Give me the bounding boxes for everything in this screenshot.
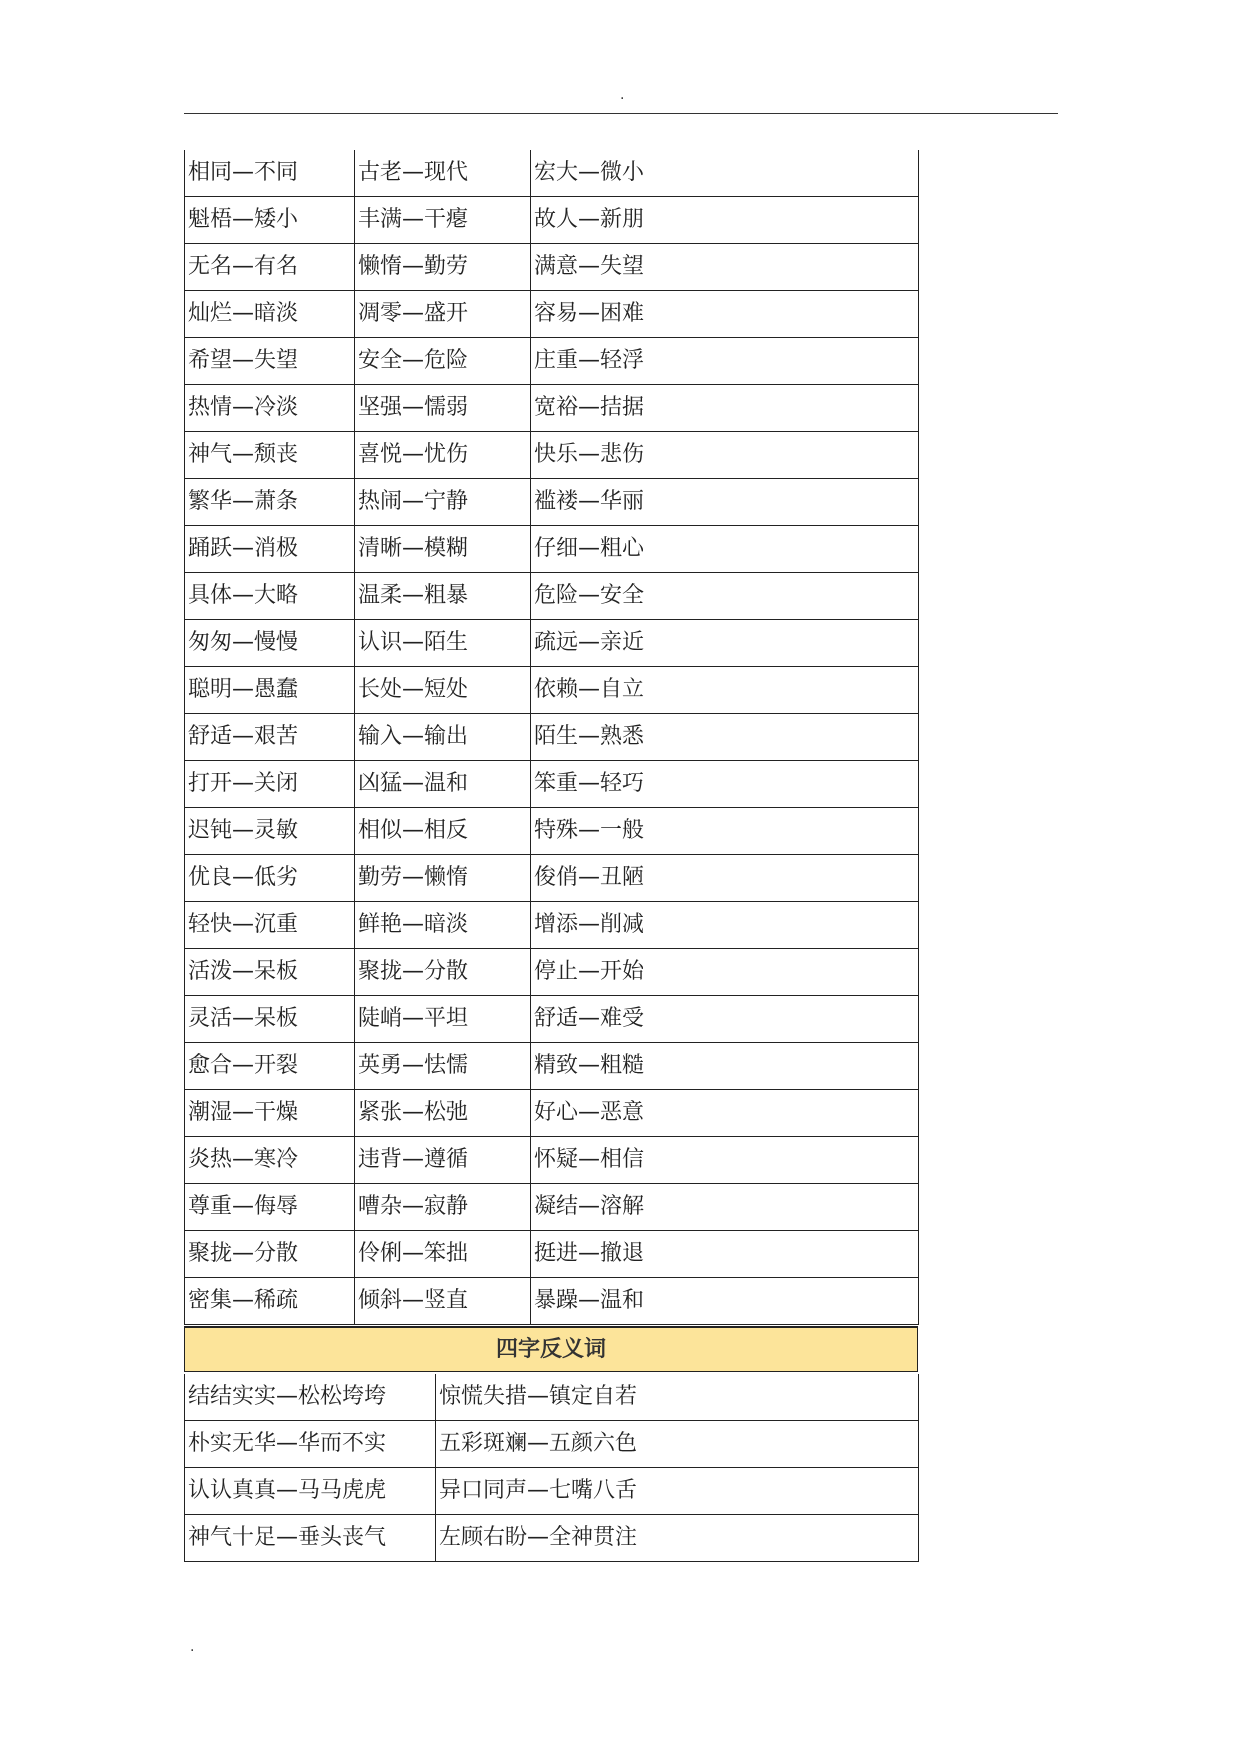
- antonym-pair-cell: 古老—现代: [355, 150, 531, 197]
- antonym-pair-cell: 陌生—熟悉: [531, 714, 919, 761]
- table-row: [185, 949, 919, 996]
- antonym-pair-cell: 尊重—侮辱: [185, 1184, 355, 1231]
- antonym-pair-cell: 喜悦—忧伤: [355, 432, 531, 479]
- antonym-pair-cell: 鲜艳—暗淡: [355, 902, 531, 949]
- antonym-pair-cell: 怀疑—相信: [531, 1137, 919, 1184]
- antonym-pair-cell: 相似—相反: [355, 808, 531, 855]
- antonym-pair-cell: 相同—不同: [185, 150, 355, 197]
- antonym-pair-cell: 倾斜—竖直: [355, 1278, 531, 1325]
- antonym-pair-cell: 惊慌失措—镇定自若: [436, 1374, 919, 1421]
- antonym-pair-cell: 舒适—难受: [531, 996, 919, 1043]
- antonym-pair-cell: 故人—新朋: [531, 197, 919, 244]
- antonym-pair-cell: 灵活—呆板: [185, 996, 355, 1043]
- table-row: [185, 385, 919, 432]
- table-row: [185, 291, 919, 338]
- antonym-pair-cell: 认认真真—马马虎虎: [185, 1468, 436, 1515]
- antonym-pair-cell: 笨重—轻巧: [531, 761, 919, 808]
- antonym-pair-cell: 聚拢—分散: [355, 949, 531, 996]
- table-row: [185, 479, 919, 526]
- antonym-pair-cell: 输入—输出: [355, 714, 531, 761]
- antonym-pair-cell: 神气—颓丧: [185, 432, 355, 479]
- table-row: [185, 1278, 919, 1325]
- antonym-pair-cell: 疏远—亲近: [531, 620, 919, 667]
- antonym-pair-cell: 庄重—轻浮: [531, 338, 919, 385]
- antonym-pair-cell: 迟钝—灵敏: [185, 808, 355, 855]
- antonym-pair-cell: 陡峭—平坦: [355, 996, 531, 1043]
- antonym-pair-cell: 打开—关闭: [185, 761, 355, 808]
- table-row: [185, 620, 919, 667]
- antonym-pair-cell: 结结实实—松松垮垮: [185, 1374, 436, 1421]
- antonym-pair-cell: 丰满—干瘪: [355, 197, 531, 244]
- antonym-pair-cell: 温柔—粗暴: [355, 573, 531, 620]
- antonym-pair-cell: 坚强—懦弱: [355, 385, 531, 432]
- table-row: [185, 1137, 919, 1184]
- antonym-pair-cell: 朴实无华—华而不实: [185, 1421, 436, 1468]
- antonym-pair-cell: 认识—陌生: [355, 620, 531, 667]
- antonym-pair-cell: 异口同声—七嘴八舌: [436, 1468, 919, 1515]
- antonym-pair-cell: 长处—短处: [355, 667, 531, 714]
- four-char-antonym-table: [184, 1374, 918, 1562]
- table-row: [185, 197, 919, 244]
- antonym-pair-cell: 勤劳—懒惰: [355, 855, 531, 902]
- antonym-pair-cell: 活泼—呆板: [185, 949, 355, 996]
- table-row: [185, 573, 919, 620]
- table-row: [185, 761, 919, 808]
- antonym-pair-cell: 灿烂—暗淡: [185, 291, 355, 338]
- antonym-pair-cell: 宽裕—拮据: [531, 385, 919, 432]
- antonym-pair-cell: 热情—冷淡: [185, 385, 355, 432]
- antonym-pair-cell: 凝结—溶解: [531, 1184, 919, 1231]
- table-row: [185, 1421, 919, 1468]
- table-row: [185, 667, 919, 714]
- table-row: [185, 338, 919, 385]
- antonym-pair-cell: 英勇—怯懦: [355, 1043, 531, 1090]
- antonym-pair-cell: 魁梧—矮小: [185, 197, 355, 244]
- table-row: [185, 244, 919, 291]
- antonym-pair-cell: 优良—低劣: [185, 855, 355, 902]
- antonym-pair-cell: 无名—有名: [185, 244, 355, 291]
- antonym-pair-cell: 违背—遵循: [355, 1137, 531, 1184]
- antonym-pair-cell: 宏大—微小: [531, 150, 919, 197]
- antonym-pair-cell: 嘈杂—寂静: [355, 1184, 531, 1231]
- antonym-pair-cell: 热闹—宁静: [355, 479, 531, 526]
- antonym-pair-cell: 繁华—萧条: [185, 479, 355, 526]
- antonym-pair-cell: 潮湿—干燥: [185, 1090, 355, 1137]
- table-row: [185, 432, 919, 479]
- table-row: [185, 1231, 919, 1278]
- antonym-pair-cell: 舒适—艰苦: [185, 714, 355, 761]
- antonym-pair-cell: 踊跃—消极: [185, 526, 355, 573]
- table-row: [185, 150, 919, 197]
- antonym-pair-cell: 危险—安全: [531, 573, 919, 620]
- table-row: [185, 996, 919, 1043]
- table-row: [185, 1043, 919, 1090]
- antonym-pair-cell: 聚拢—分散: [185, 1231, 355, 1278]
- footer-mark: .: [190, 1639, 195, 1655]
- antonym-pair-cell: 凶猛—温和: [355, 761, 531, 808]
- antonym-pair-cell: 增添—削减: [531, 902, 919, 949]
- antonym-pair-cell: 好心—恶意: [531, 1090, 919, 1137]
- section-title: 四字反义词: [184, 1326, 918, 1372]
- antonym-pair-cell: 伶俐—笨拙: [355, 1231, 531, 1278]
- antonym-pair-cell: 仔细—粗心: [531, 526, 919, 573]
- table-row: [185, 714, 919, 761]
- antonym-pair-cell: 紧张—松弛: [355, 1090, 531, 1137]
- table-row: [185, 808, 919, 855]
- antonym-pair-cell: 匆匆—慢慢: [185, 620, 355, 667]
- antonym-pair-cell: 依赖—自立: [531, 667, 919, 714]
- antonym-pair-cell: 左顾右盼—全神贯注: [436, 1515, 919, 1562]
- antonym-pair-cell: 挺进—撤退: [531, 1231, 919, 1278]
- table-row: [185, 1468, 919, 1515]
- antonym-pair-cell: 具体—大略: [185, 573, 355, 620]
- table-row: [185, 855, 919, 902]
- table-row: [185, 1374, 919, 1421]
- antonym-pair-cell: 神气十足—垂头丧气: [185, 1515, 436, 1562]
- antonym-pair-cell: 容易—困难: [531, 291, 919, 338]
- antonym-pair-cell: 特殊—一般: [531, 808, 919, 855]
- antonym-pair-cell: 轻快—沉重: [185, 902, 355, 949]
- antonym-pair-cell: 聪明—愚蠢: [185, 667, 355, 714]
- antonym-pair-cell: 精致—粗糙: [531, 1043, 919, 1090]
- table-row: [185, 902, 919, 949]
- header-mark: .: [620, 87, 625, 103]
- table-row: [185, 1515, 919, 1562]
- antonym-pair-cell: 快乐—悲伤: [531, 432, 919, 479]
- antonym-pair-cell: 满意—失望: [531, 244, 919, 291]
- antonym-pair-cell: 凋零—盛开: [355, 291, 531, 338]
- antonym-pair-cell: 炎热—寒冷: [185, 1137, 355, 1184]
- table-row: [185, 1184, 919, 1231]
- antonym-pair-cell: 希望—失望: [185, 338, 355, 385]
- two-char-antonym-table: [184, 150, 918, 1325]
- table-row: [185, 526, 919, 573]
- antonym-pair-cell: 停止—开始: [531, 949, 919, 996]
- antonym-pair-cell: 密集—稀疏: [185, 1278, 355, 1325]
- antonym-pair-cell: 懒惰—勤劳: [355, 244, 531, 291]
- antonym-pair-cell: 清晰—模糊: [355, 526, 531, 573]
- antonym-pair-cell: 暴躁—温和: [531, 1278, 919, 1325]
- header-rule: [184, 113, 1058, 114]
- antonym-pair-cell: 褴褛—华丽: [531, 479, 919, 526]
- antonym-pair-cell: 愈合—开裂: [185, 1043, 355, 1090]
- table-row: [185, 1090, 919, 1137]
- antonym-pair-cell: 五彩斑斓—五颜六色: [436, 1421, 919, 1468]
- antonym-pair-cell: 俊俏—丑陋: [531, 855, 919, 902]
- antonym-pair-cell: 安全—危险: [355, 338, 531, 385]
